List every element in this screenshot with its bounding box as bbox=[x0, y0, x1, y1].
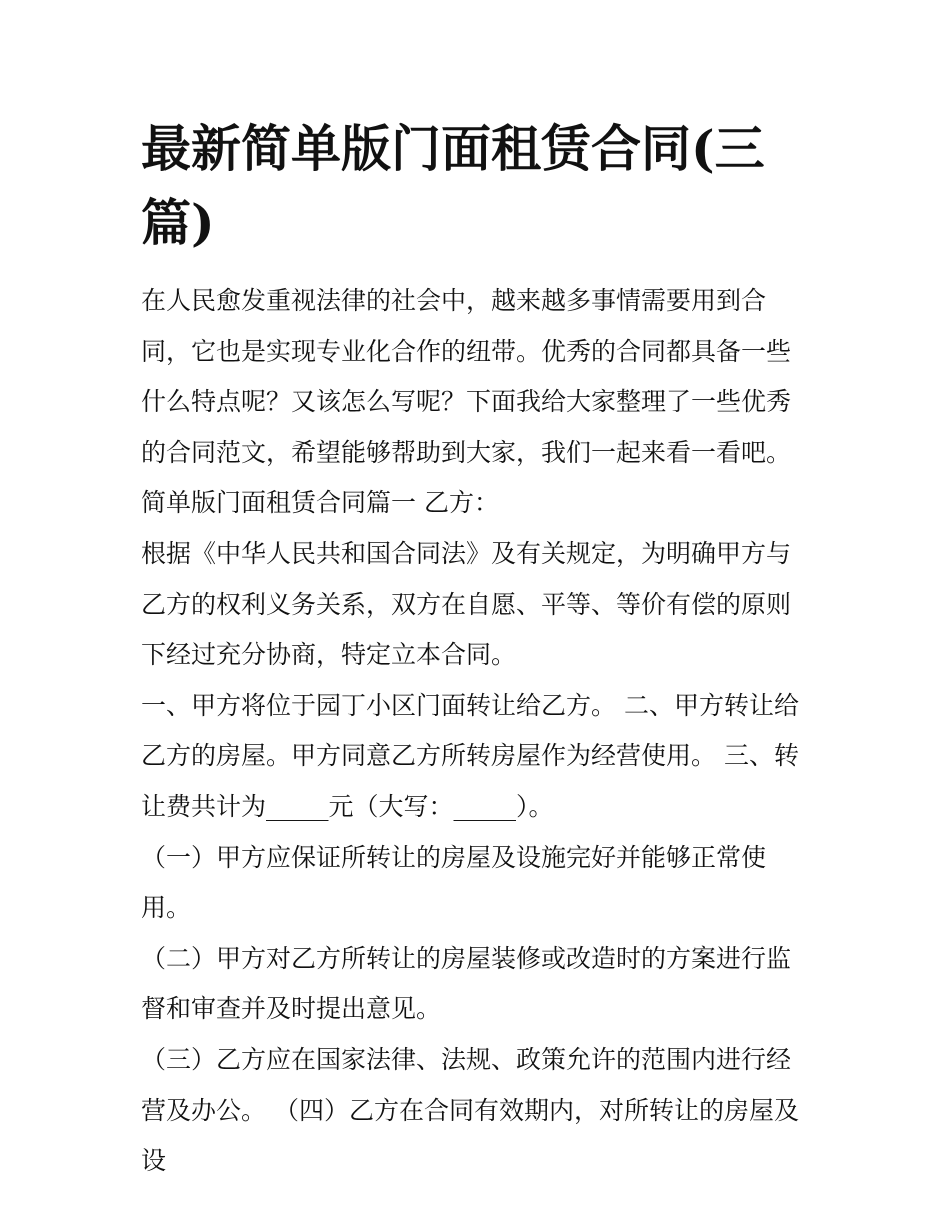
legal-basis-paragraph: 根据《中华人民共和国合同法》及有关规定，为明确甲方与乙方的权利义务关系，双方在自愿、平等、等价有偿的原则下经过充分协商，特定立本合同。 bbox=[141, 538, 792, 670]
clause-sub-one: （一）甲方应保证所转让的房屋及设施完好并能够正常使用。 bbox=[141, 842, 767, 923]
document-body bbox=[141, 112, 813, 1187]
clauses-one-to-three: 一、甲方将位于园丁小区门面转让给乙方。 二、甲方转让给乙方的房屋。甲方同意乙方所转房屋作为经营使用。 三、转让费共计为_____元（大写：_____）。 bbox=[141, 690, 799, 821]
intro-paragraph: 在人民愈发重视法律的社会中，越来越多事情需要用到合同，它也是实现专业化合作的纽带。优秀的合同都具备一些什么特点呢？又该怎么写呢？下面我给大家整理了一些优秀的合同范文，希望能够帮助到大家，我们一起来看一看吧。 bbox=[141, 286, 792, 467]
section-heading-part-one: 简单版门面租赁合同篇一 乙方： bbox=[141, 488, 499, 518]
document-title: 最新简单版门面租赁合同(三篇) bbox=[141, 119, 765, 252]
clause-sub-two: （二）甲方对乙方所转让的房屋装修或改造时的方案进行监督和审查并及时提出意见。 bbox=[141, 943, 792, 1024]
clause-sub-three-four: （三）乙方应在国家法律、法规、政策允许的范围内进行经营及办公。 （四）乙方在合同有效期内，对所转让的房屋及设 bbox=[141, 1044, 799, 1176]
